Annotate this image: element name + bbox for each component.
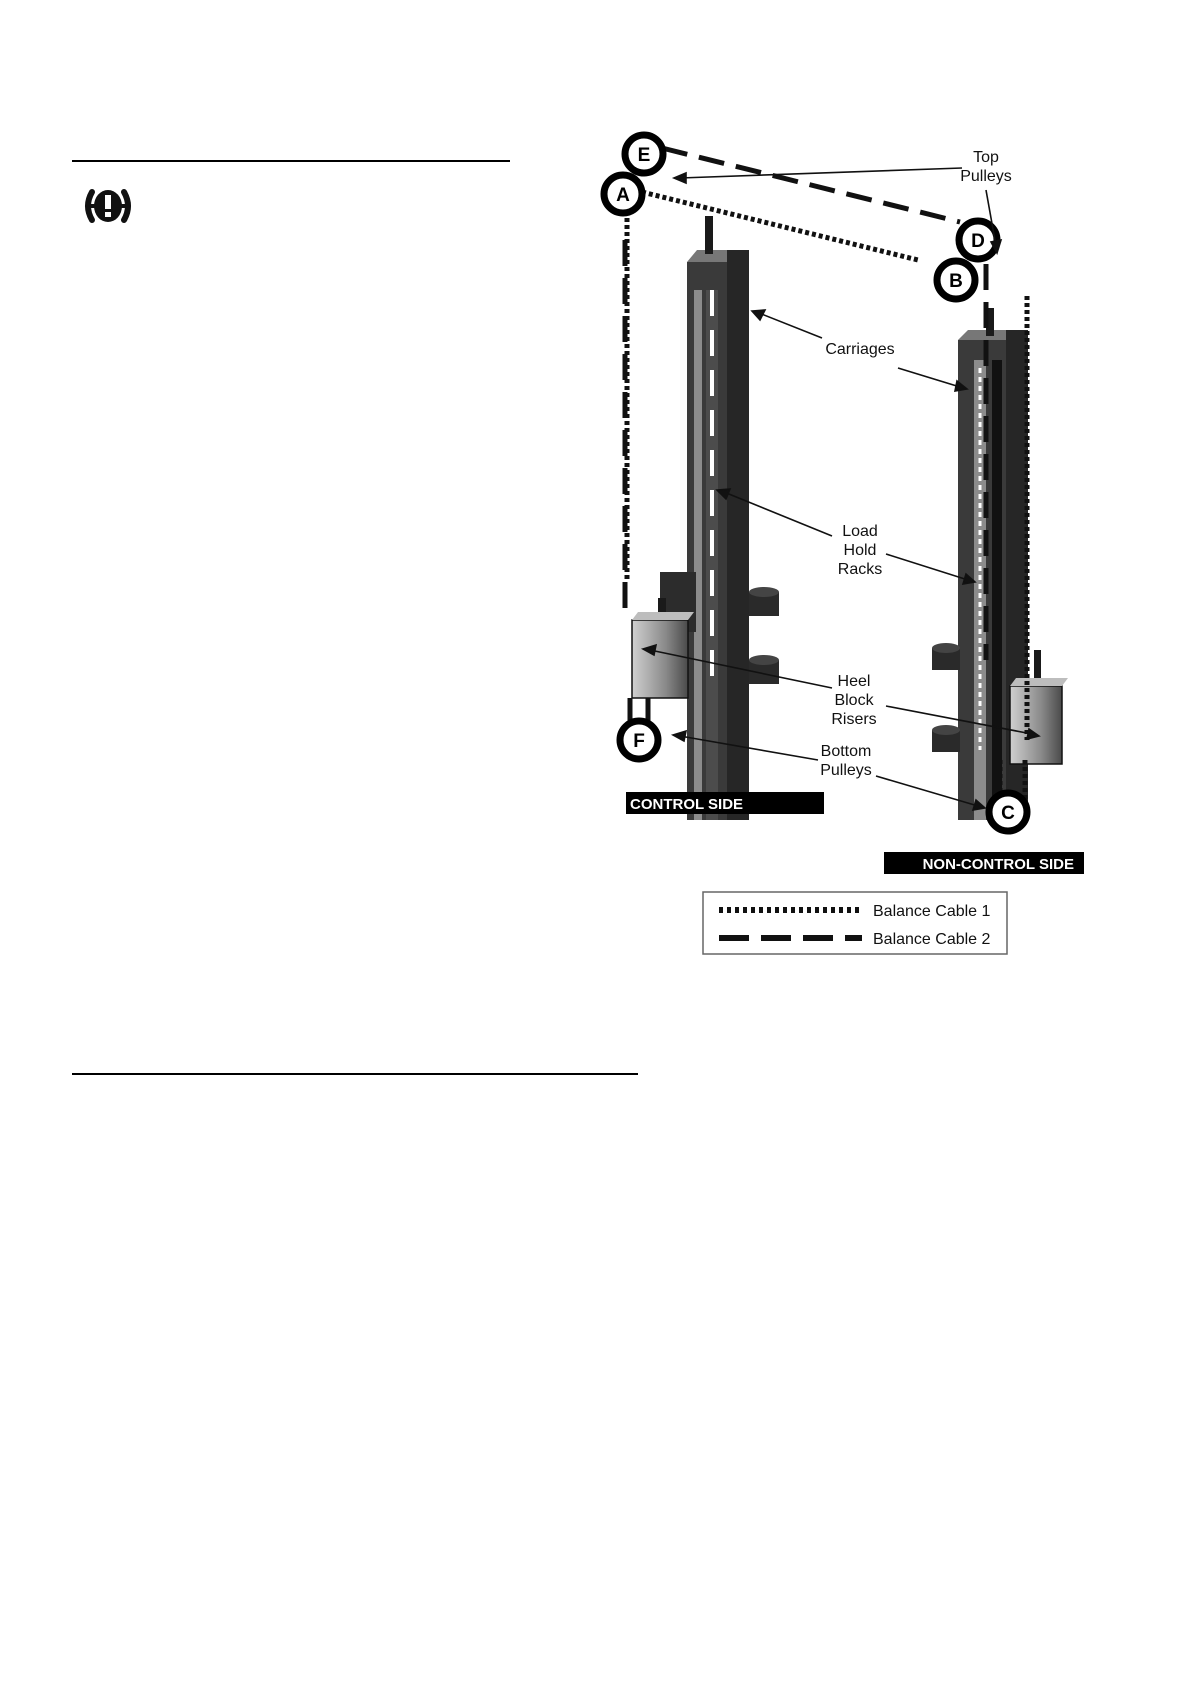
label-top-pulleys-1: Top bbox=[973, 149, 999, 166]
control-side-heel-block bbox=[632, 612, 694, 698]
label-heel-block-risers-2: Block bbox=[834, 692, 874, 709]
svg-text:E: E bbox=[637, 145, 651, 166]
control-side-column bbox=[658, 216, 779, 820]
svg-text:A: A bbox=[616, 185, 630, 206]
label-bottom-pulleys-1: Bottom bbox=[820, 743, 872, 760]
label-carriages: Carriages bbox=[825, 341, 895, 358]
svg-text:C: C bbox=[1001, 803, 1015, 824]
label-load-hold-racks-2: Hold bbox=[843, 542, 877, 559]
pulley-b bbox=[937, 261, 975, 299]
caution-symbol-icon bbox=[80, 186, 136, 226]
pulley-a bbox=[604, 175, 642, 213]
non-control-side-text: NON-CONTROL SIDE bbox=[922, 856, 1074, 873]
label-top-pulleys-2: Pulleys bbox=[960, 168, 1012, 185]
label-load-hold-racks-3: Racks bbox=[837, 561, 883, 578]
legend-label-cable-1: Balance Cable 1 bbox=[873, 903, 991, 920]
svg-text:F: F bbox=[633, 731, 645, 752]
legend bbox=[703, 892, 1007, 954]
pulley-d bbox=[959, 221, 997, 259]
label-load-hold-racks-1: Load bbox=[842, 523, 878, 540]
balance-cable-diagram bbox=[616, 140, 1100, 960]
section-rule-top bbox=[72, 160, 510, 162]
label-bottom-pulleys-2: Pulleys bbox=[820, 762, 872, 779]
pulley-e bbox=[625, 135, 663, 173]
non-control-side-banner bbox=[884, 852, 1084, 874]
non-control-side-heel-block bbox=[1010, 678, 1068, 764]
svg-text:D: D bbox=[971, 231, 985, 252]
pulley-c bbox=[989, 793, 1027, 831]
pulley-f bbox=[620, 721, 658, 759]
section-rule-bottom bbox=[72, 1073, 638, 1075]
svg-text:B: B bbox=[949, 271, 963, 292]
control-side-banner bbox=[626, 792, 824, 814]
label-heel-block-risers-3: Risers bbox=[831, 711, 877, 728]
control-side-text: CONTROL SIDE bbox=[630, 796, 744, 813]
legend-label-cable-2: Balance Cable 2 bbox=[873, 931, 991, 948]
label-heel-block-risers-1: Heel bbox=[837, 673, 871, 690]
